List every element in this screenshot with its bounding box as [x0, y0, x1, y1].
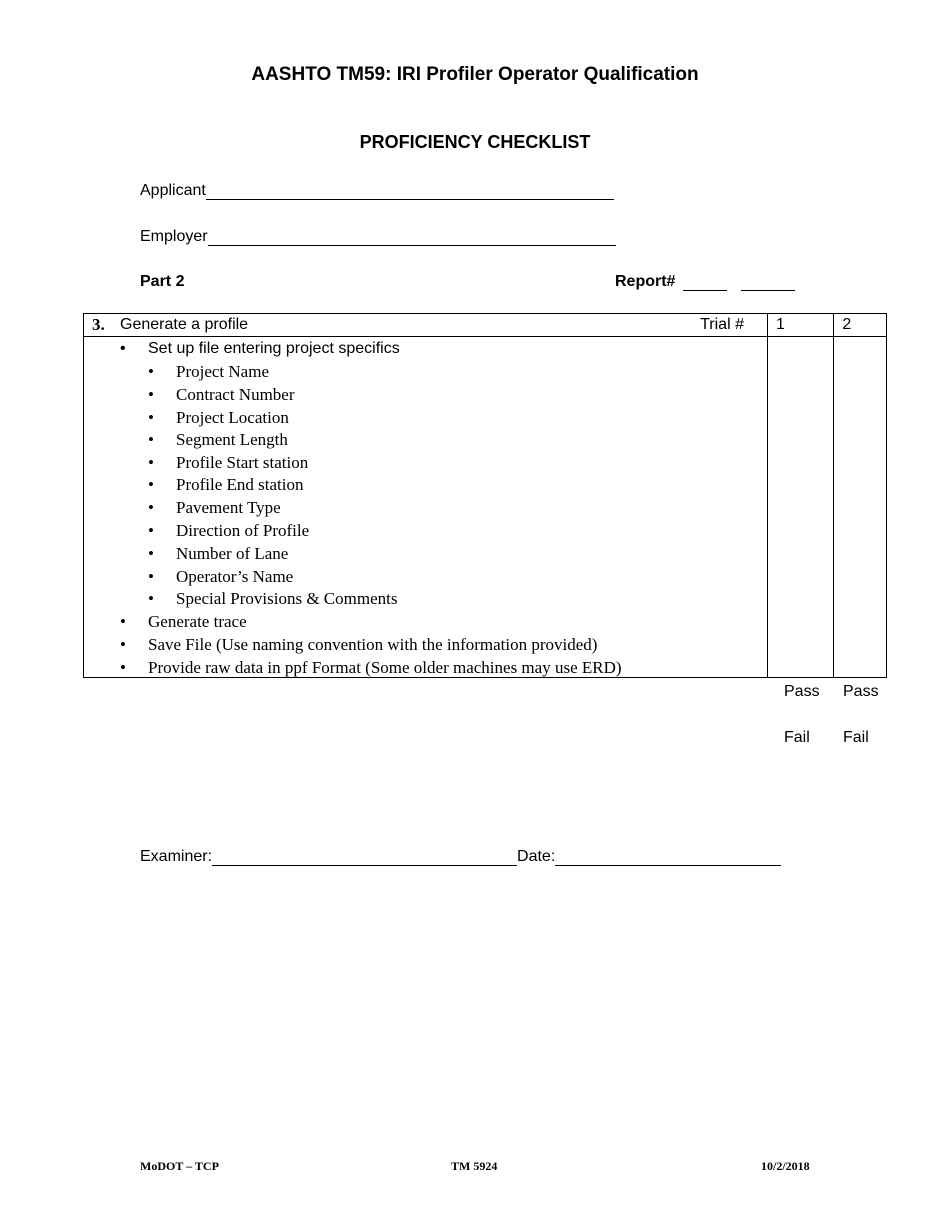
list-item	[120, 339, 400, 359]
list-item	[148, 362, 269, 382]
pass-1-option[interactable]: Pass	[784, 683, 820, 700]
report-blank-2[interactable]	[741, 274, 795, 291]
trial-label: Trial #	[700, 316, 744, 333]
footer-left: MoDOT – TCP	[140, 1159, 219, 1173]
list-item	[148, 567, 294, 587]
examiner-blank[interactable]	[212, 849, 517, 866]
item-text: Save File (Use naming convention with the information provided)	[148, 635, 598, 654]
footer-center: TM 5924	[451, 1159, 498, 1173]
checklist-header-row	[84, 314, 887, 337]
bullet-icon: •	[120, 340, 126, 357]
sub-item-text: Project Name	[176, 362, 269, 381]
item-text: Provide raw data in ppf Format (Some older machines may use ERD)	[148, 658, 622, 677]
part-label: Part 2	[140, 273, 185, 290]
trial-1-cell[interactable]	[767, 337, 833, 678]
section-header-cell	[84, 314, 768, 337]
date-label: Date:	[517, 848, 556, 865]
examiner-field	[140, 848, 781, 866]
bullet-icon: •	[148, 589, 154, 608]
sub-item-text: Project Location	[176, 408, 289, 427]
sub-item-text: Profile End station	[176, 475, 304, 494]
employer-label: Employer	[140, 228, 208, 245]
list-item	[148, 544, 289, 564]
sub-item-text: Number of Lane	[176, 544, 289, 563]
bullet-icon: •	[120, 635, 126, 654]
report-blank-1[interactable]	[683, 274, 727, 291]
list-item	[148, 589, 398, 609]
list-item	[148, 498, 281, 518]
list-item	[120, 635, 598, 655]
list-item	[148, 408, 289, 428]
bullet-icon: •	[148, 498, 154, 517]
list-item	[148, 430, 288, 450]
list-item	[148, 521, 310, 541]
bullet-icon: •	[148, 453, 154, 472]
bullet-icon: •	[120, 658, 126, 677]
sub-item-text: Pavement Type	[176, 498, 281, 517]
applicant-field	[140, 182, 614, 200]
fail-2-option[interactable]: Fail	[843, 729, 869, 746]
applicant-label: Applicant	[140, 182, 206, 199]
employer-blank[interactable]	[208, 229, 616, 246]
bullet-icon: •	[148, 362, 154, 381]
examiner-label: Examiner:	[140, 848, 213, 865]
main-item-text: Set up file entering project specifics	[148, 340, 400, 357]
sub-item-text: Contract Number	[176, 385, 295, 404]
bullet-icon: •	[148, 475, 154, 494]
list-item	[148, 475, 304, 495]
section-title: Generate a profile	[120, 316, 249, 333]
sub-item-text: Segment Length	[176, 430, 288, 449]
bullet-icon: •	[148, 408, 154, 427]
applicant-blank[interactable]	[206, 183, 614, 200]
bullet-icon: •	[148, 544, 154, 563]
bullet-icon: •	[148, 521, 154, 540]
list-item	[120, 658, 622, 678]
checklist-body-row	[84, 337, 887, 678]
checklist-items-cell	[84, 337, 768, 678]
sub-item-text: Profile Start station	[176, 453, 309, 472]
date-blank[interactable]	[555, 849, 781, 866]
item-text: Generate trace	[148, 612, 247, 631]
list-item	[148, 453, 309, 473]
pass-2-option[interactable]: Pass	[843, 683, 879, 700]
sub-item-text: Special Provisions & Comments	[176, 589, 398, 608]
trial-2-header: 2	[834, 314, 887, 337]
list-item	[148, 385, 295, 405]
bullet-icon: •	[120, 612, 126, 631]
checklist-heading: PROFICIENCY CHECKLIST	[359, 132, 591, 152]
section-number: 3.	[92, 315, 105, 334]
list-item	[120, 612, 247, 632]
report-field	[615, 273, 795, 291]
trial-2-cell[interactable]	[834, 337, 887, 678]
bullet-icon: •	[148, 385, 154, 404]
checklist-table	[83, 313, 887, 678]
sub-item-text: Direction of Profile	[176, 521, 310, 540]
bullet-icon: •	[148, 430, 154, 449]
trial-1-header: 1	[767, 314, 833, 337]
page-title: AASHTO TM59: IRI Profiler Operator Qualification	[251, 64, 699, 85]
fail-1-option[interactable]: Fail	[784, 729, 810, 746]
footer-right: 10/2/2018	[761, 1159, 810, 1173]
bullet-icon: •	[148, 567, 154, 586]
sub-item-text: Operator’s Name	[176, 567, 294, 586]
report-label: Report#	[615, 273, 676, 290]
employer-field	[140, 228, 616, 246]
